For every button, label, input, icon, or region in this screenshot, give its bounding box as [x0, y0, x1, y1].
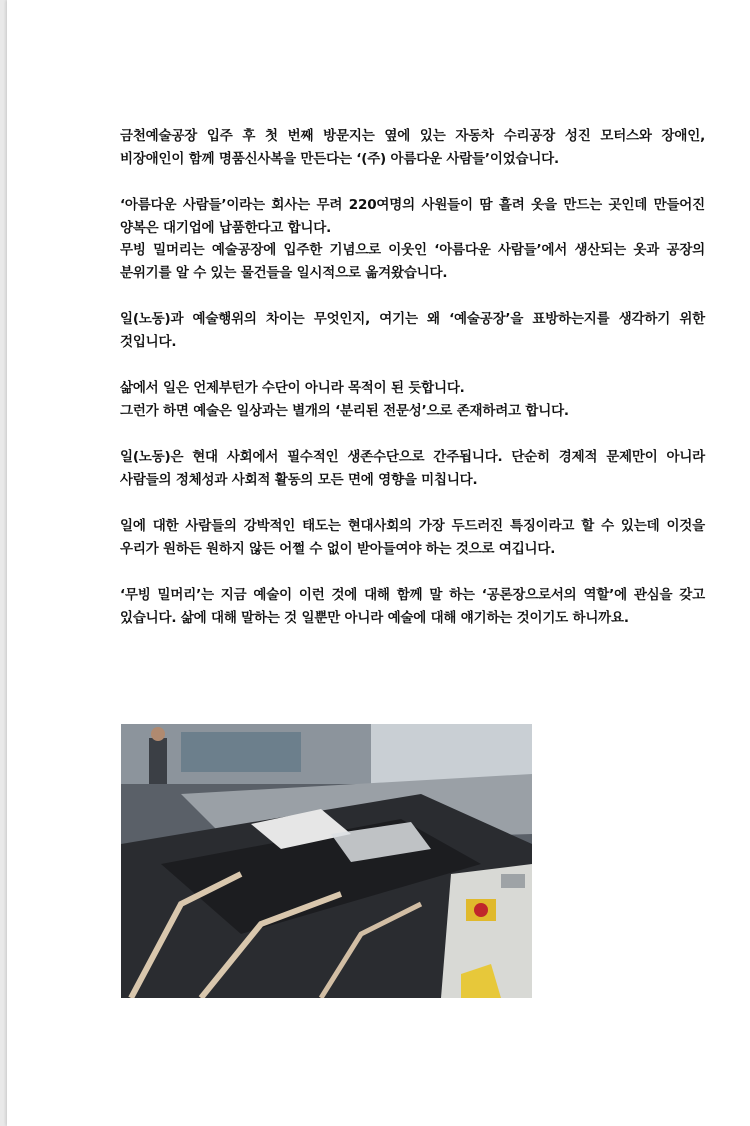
document-body — [120, 125, 705, 653]
paragraph-line: 삶에서 일은 언제부턴가 수단이 아니라 목적이 된 듯합니다. — [120, 380, 465, 396]
document-page — [7, 0, 750, 1126]
paragraph-line: 무빙 밀머리는 예술공장에 입주한 기념으로 이웃인 ‘아름다운 사람들’에서 생산되는 옷과 공장의 분위기를 알 수 있는 물건들을 일시적으로 옮겨왔습니다. — [120, 242, 705, 281]
photo-worker-head — [151, 727, 165, 741]
paragraph-2 — [120, 194, 705, 284]
paragraph-line: ‘무빙 밀머리’는 지금 예술이 이런 것에 대해 함께 말 하는 ‘공론장으로서의 역할’에 관심을 갖고 있습니다. 삶에 대해 말하는 것 일뿐만 아니라 예술에 대해 얘기하는 것이기도 하니까요. — [120, 587, 705, 626]
paragraph-line: ‘아름다운 사람들’이라는 회사는 무려 220여명의 사원들이 땀 흘려 옷을 만드는 곳인데 만들어진 양복은 대기업에 납품한다고 합니다. — [120, 197, 705, 236]
paragraph-line: 일(노동)은 현대 사회에서 필수적인 생존수단으로 간주됩니다. 단순히 경제적 문제만이 아니라 사람들의 정체성과 사회적 활동의 모든 면에 영향을 미칩니다. — [120, 449, 705, 488]
factory-photo-illustration — [121, 724, 532, 998]
paragraph-line: 일에 대한 사람들의 강박적인 태도는 현대사회의 가장 두드러진 특징이라고 할 수 있는데 이것을 우리가 원하든 원하지 않든 어쩔 수 없이 받아들여야 하는 것으로 여깁니다. — [120, 518, 705, 557]
paragraph-3 — [120, 308, 705, 353]
paragraph-5 — [120, 446, 705, 491]
photo-shelving — [181, 732, 301, 772]
paragraph-line: 그런가 하면 예술은 일상과는 별개의 ‘분리된 전문성’으로 존재하려고 합니다. — [120, 402, 569, 419]
paragraph-4 — [120, 377, 705, 422]
paragraph-line: 일(노동)과 예술행위의 차이는 무엇인지, 여기는 왜 ‘예술공장’을 표방하는지를 생각하기 위한 것입니다. — [120, 311, 705, 350]
photo-control-box — [501, 874, 525, 888]
photo-stop-button — [474, 903, 488, 917]
paragraph-line: 금천예술공장 입주 후 첫 번째 방문지는 옆에 있는 자동차 수리공장 성진 모터스와 장애인, 비장애인이 함께 명품신사복을 만든다는 ‘(주) 아름다운 사람들’이었습니다. — [120, 128, 705, 167]
factory-photo — [121, 724, 532, 998]
paragraph-7 — [120, 584, 705, 629]
paragraph-6 — [120, 515, 705, 560]
photo-worker — [149, 738, 167, 784]
paragraph-1 — [120, 125, 705, 170]
